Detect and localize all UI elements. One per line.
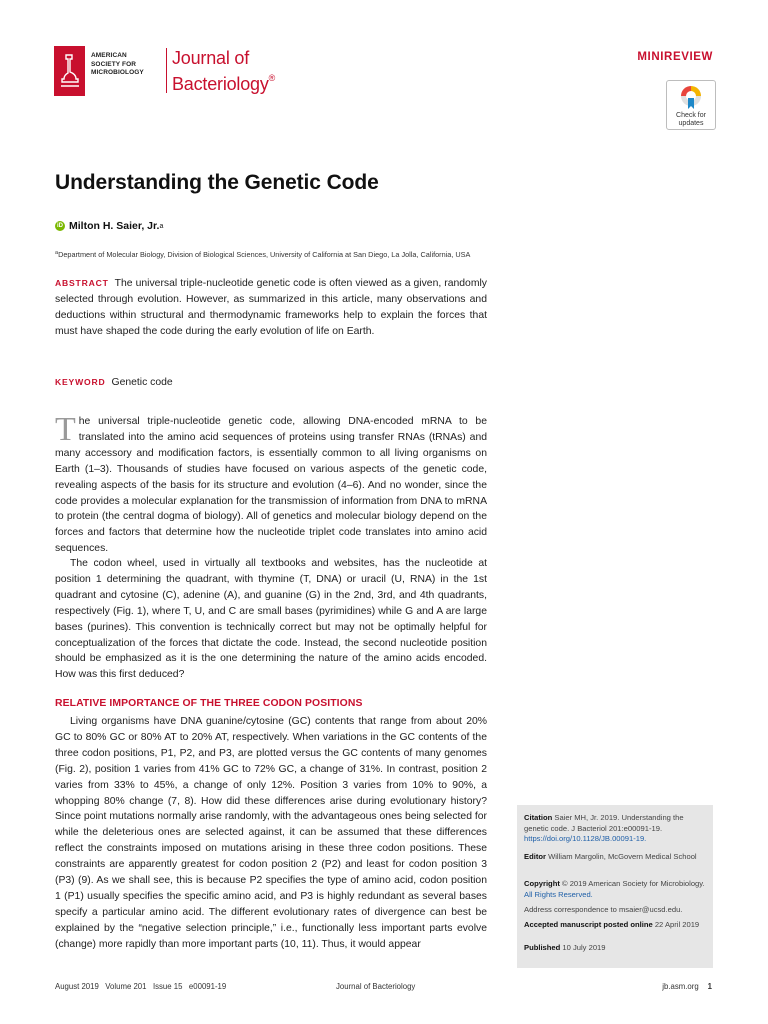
registered-mark: ®: [268, 73, 276, 83]
journal-logotype: [172, 48, 275, 94]
citation-entry: [524, 813, 708, 845]
journal-line-1: Journal of: [172, 48, 250, 68]
check-updates-line-1: Check for: [676, 112, 706, 119]
footer-right: [662, 982, 712, 991]
article-title: Understanding the Genetic Code: [55, 171, 379, 194]
society-line-3: MICROBIOLOGY: [91, 69, 144, 77]
journal-line-2: Bacteriology: [172, 74, 269, 94]
crossmark-icon: [679, 85, 703, 111]
affiliation: [55, 250, 470, 259]
author-line: [55, 220, 163, 232]
asm-logo: [54, 46, 276, 98]
affiliation-text: Department of Molecular Biology, Division of Biological Sciences, University of California at San Diego, La Jolla, California, USA: [58, 250, 471, 259]
society-line-1: AMERICAN: [91, 52, 127, 59]
citation-box: [517, 805, 713, 968]
drop-cap: T: [55, 411, 76, 448]
page-number: 1: [707, 982, 712, 991]
abstract: [55, 276, 487, 340]
logo-divider: [166, 48, 167, 93]
abstract-text: The universal triple-nucleotide genetic code is often viewed as a given, randomly selected through evolution. However, as summarized in this article, many observations and deductions within structural and thermodynamic frameworks help to explain the forces that must have shaped the code during the early evolution of life on Earth.: [55, 278, 487, 337]
published-label: Published: [524, 943, 561, 952]
author-affiliation-marker: a: [159, 222, 164, 230]
rights-link[interactable]: All Rights Reserved.: [524, 889, 593, 899]
paragraph-1-text: he universal triple-nucleotide genetic code, allowing DNA-encoded mRNA to be translated into the amino acid sequences of proteins using transfer RNAs (tRNAs) and many accessory and modification factors, is essentially common to all living organisms on Earth (1–3). Thousands of studies have focused on various aspects of the genetic code, revealing aspects of the basis for its structure and evolution (4–6). And no wonder, since the code provides a molecular explanation for the transmission of information from DNA to mRNA to protein (the central dogma of biology). All of genetics and molecular biology depend on the forces and factors that determine how the nucleotide triplet code translates into amino acid sequences.: [55, 416, 487, 555]
body-paragraph-2: The codon wheel, used in virtually all textbooks and websites, has the nucleotide at position 1 determining the quadrant, with thymine (T, DNA) or uracil (U, RNA) in the 1st quadrant and cytosine (C), adenine (A), and guanine (G) in the 2nd, 3rd, and 4th quadrants, respectively (Fig. 1), where T, U, and C are small bases (pyrimidines) while G and A are large bases (purines). This convention is technically correct but may not be optimally helpful for conceptualization of the forces that dictate the code. Instead, the second nucleotide position should be emphasized as it is the one determining the nature of the amino acids encoded. How was this first deduced?: [55, 558, 487, 681]
published-date: 10 July 2019: [562, 943, 606, 952]
footer-journal-name: Journal of Bacteriology: [336, 982, 416, 991]
check-updates-text: [667, 112, 715, 127]
citation-text: Saier MH, Jr. 2019. Understanding the genetic code. J Bacteriol 201:e00091-19.: [524, 813, 684, 833]
microscope-icon: [54, 46, 85, 96]
editor-label: Editor: [524, 852, 546, 861]
accepted-date: 22 April 2019: [654, 920, 700, 929]
accepted-label: Accepted manuscript posted online: [524, 920, 653, 929]
editor-text: William Margolin, McGovern Medical School: [548, 852, 697, 861]
keyword-label: KEYWORD: [55, 377, 106, 387]
copyright-label: Copyright: [524, 879, 560, 888]
society-line-2: SOCIETY FOR: [91, 60, 137, 68]
body-paragraph-3: Living organisms have DNA guanine/cytosine (GC) contents that range from about 20% GC to 80% GC or 80% AT to 20% AT, respectively. When variations in the GC contents of the three codon positions, P1, P2, and P3, are plotted versus the GC contents of many genomes (Fig. 2), position 1 varies from 41% GC to 72% GC, a change of 31%. In contrast, position 2 varies from 33% to 45%, a change of only 12%. Position 3 varies from 10% to 90%, a whopping 80% change (7, 8). How did these differences arise during evolutionary history? Since point mutations normally arise randomly, with the advantageous ones being selected for while the deleterious ones are selected against, it can be assumed that these differences reflect the constraints imposed on mutations arising in these three codon positions. These constraints are apparently greatest for codon position 2 (P2) and least for codon position 3 (P3) (9). As we shall see, this is because P2 specifies the type of amino acid, codon position 1 (P1) usually specifies the specific amino acid, and P3 is highly redundant as several bases specify a particular amino acid. The different evolutionary rates of divergence can best be explained by the “negative selection principle,” i.e., functionally less important parts evolve (change) more rapidly than more important parts (10, 11). Thus, it would appear: [55, 716, 487, 950]
keywords: [55, 375, 487, 391]
copyright-text: © 2019 American Society for Microbiology.: [561, 879, 705, 888]
published-entry: [524, 943, 708, 954]
citation-label: Citation: [524, 813, 553, 822]
issue-info: August 2019 Volume 201 Issue 15 e00091-19: [55, 982, 227, 991]
correspondence: Address correspondence to msaier@ucsd.edu.: [524, 905, 683, 914]
orcid-icon[interactable]: iD: [57, 223, 63, 229]
doi-link[interactable]: https://doi.org/10.1128/JB.00091-19.: [524, 834, 647, 844]
check-updates-line-2: updates: [678, 119, 704, 127]
section-heading: RELATIVE IMPORTANCE OF THE THREE CODON POSITIONS: [55, 698, 363, 709]
accepted-entry: [524, 920, 708, 931]
author-name: Milton H. Saier, Jr.: [69, 220, 160, 232]
copyright-entry: [524, 879, 708, 900]
affiliation-marker: a: [55, 250, 59, 256]
article-type: MINIREVIEW: [637, 51, 713, 63]
check-for-updates-badge[interactable]: [666, 80, 716, 130]
website-link[interactable]: jb.asm.org: [662, 982, 699, 991]
keyword-text: Genetic code: [111, 377, 173, 388]
editor-entry: [524, 852, 708, 863]
society-name: [91, 52, 163, 78]
abstract-label: ABSTRACT: [55, 278, 109, 288]
body-paragraph-1: [55, 411, 487, 557]
